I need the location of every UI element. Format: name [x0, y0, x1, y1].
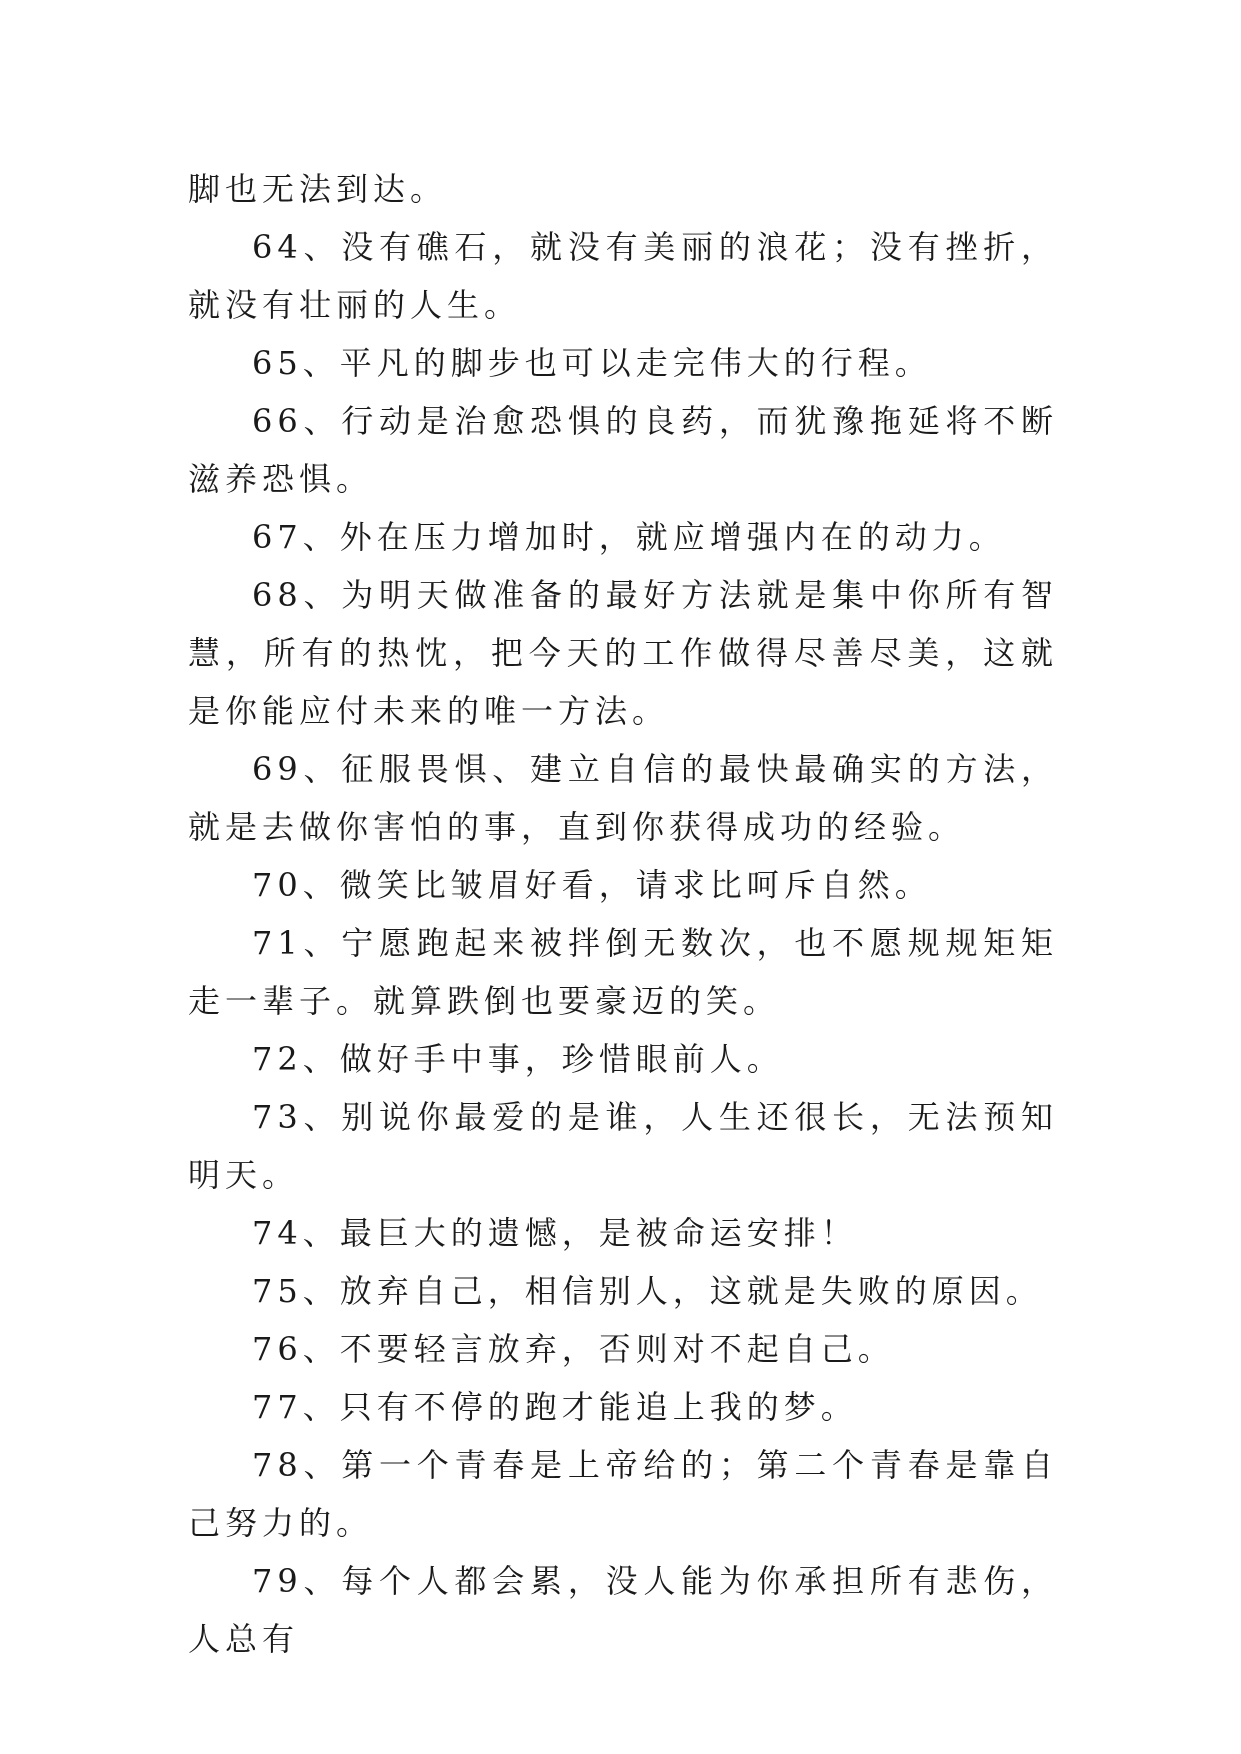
paragraph-78: 78、第一个青春是上帝给的；第二个青春是靠自己努力的。 — [188, 1446, 1058, 1542]
paragraph-70: 70、微笑比皱眉好看，请求比呵斥自然。 — [252, 866, 932, 904]
paragraph-66: 66、行动是治愈恐惧的良药，而犹豫拖延将不断滋养恐惧。 — [188, 402, 1058, 498]
paragraph-71: 71、宁愿跑起来被拌倒无数次，也不愿规规矩矩走一辈子。就算跌倒也要豪迈的笑。 — [188, 924, 1058, 1020]
paragraph-72: 72、做好手中事，珍惜眼前人。 — [252, 1040, 784, 1078]
paragraph-65: 65、平凡的脚步也可以走完伟大的行程。 — [252, 344, 932, 382]
paragraph-79: 79、每个人都会累，没人能为你承担所有悲伤，人总有 — [188, 1562, 1058, 1658]
paragraph-75: 75、放弃自己，相信别人，这就是失败的原因。 — [252, 1272, 1043, 1310]
paragraph-74: 74、最巨大的遗憾，是被命运安排！ — [252, 1214, 858, 1252]
paragraph-76: 76、不要轻言放弃，否则对不起自己。 — [252, 1330, 895, 1368]
document-body — [188, 160, 1058, 1668]
paragraph-67: 67、外在压力增加时，就应增强内在的动力。 — [252, 518, 1006, 556]
paragraph-69: 69、征服畏惧、建立自信的最快最确实的方法，就是去做你害怕的事，直到你获得成功的经验。 — [188, 750, 1058, 846]
paragraph-continuation: 脚也无法到达。 — [188, 170, 448, 208]
paragraph-68: 68、为明天做准备的最好方法就是集中你所有智慧，所有的热忱，把今天的工作做得尽善尽美，这就是你能应付未来的唯一方法。 — [188, 576, 1058, 730]
paragraph-77: 77、只有不停的跑才能追上我的梦。 — [252, 1388, 858, 1426]
paragraph-73: 73、别说你最爱的是谁，人生还很长，无法预知明天。 — [188, 1098, 1058, 1194]
paragraph-64: 64、没有礁石，就没有美丽的浪花；没有挫折，就没有壮丽的人生。 — [188, 228, 1058, 324]
